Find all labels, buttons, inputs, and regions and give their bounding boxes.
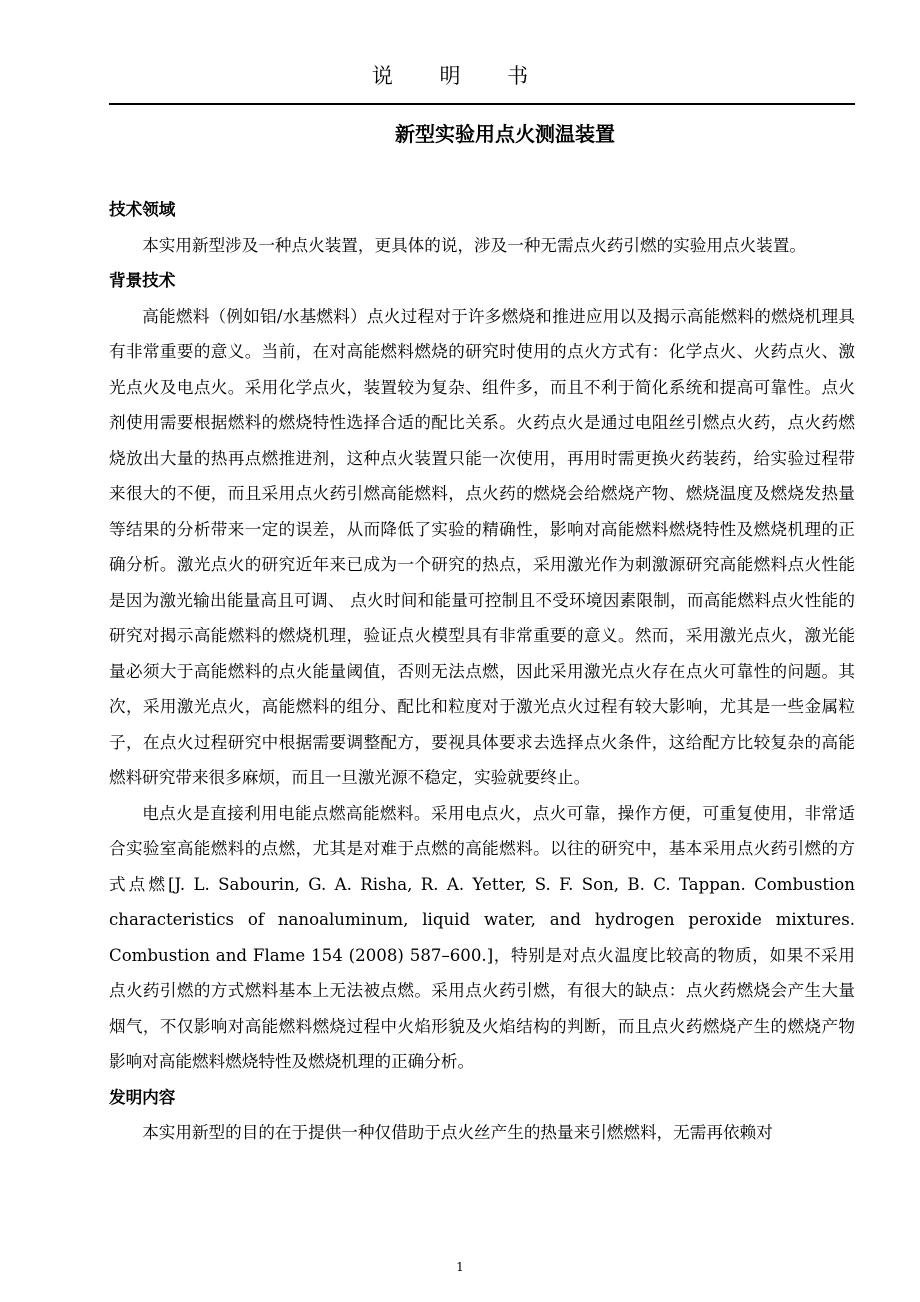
document-body — [109, 192, 855, 1151]
header-divider — [109, 103, 855, 105]
section-technical-field — [109, 192, 855, 263]
section-heading: 发明内容 — [109, 1087, 176, 1107]
section-heading: 背景技术 — [109, 271, 176, 290]
paragraph: 高能燃料（例如铝/水基燃料）点火过程对于许多燃烧和推进应用以及揭示高能燃料的燃烧机理具有非常重要的意义。当前，在对高能燃料燃烧的研究时使用的点火方式有：化学点火、火药点火、激光点火及电点火。采用化学点火，装置较为复杂、组件多，而且不利于简化系统和提高可靠性。点火剂使用需要根据燃料的燃烧特性选择合适的配比关系。火药点火是通过电阻丝引燃点火药，点火药燃烧放出大量的热再点燃推进剂，这种点火装置只能一次使用，再用时需更换火药装药，给实验过程带来很大的不便，而且采用点火药引燃高能燃料，点火药的燃烧会给燃烧产物、燃烧温度及燃烧发热量等结果的分析带来一定的误差，从而降低了实验的精确性，影响对高能燃料燃烧特性及燃烧机理的正确分析。激光点火的研究近年来已成为一个研究的热点，采用激光作为刺激源研究高能燃料点火性能是因为激光输出能量高且可调、 点火时间和能量可控制且不受环境因素限制，而高能燃料点火性能的研究对揭示高能燃料的燃烧机理，验证点火模型具有非常重要的意义。然而，采用激光点火，激光能量必须大于高能燃料的点火能量阈值，否则无法点燃，因此采用激光点火存在点火可靠性的问题。其次，采用激光点火，高能燃料的组分、配比和粒度对于激光点火过程有较大影响，尤其是一些金属粒子，在点火过程研究中根据需要调整配方，要视具体要求去选择点火条件，这给配方比较复杂的高能燃料研究带来很多麻烦，而且一旦激光源不稳定，实验就要终止。 — [109, 306, 855, 787]
document-title: 新型实验用点火测温装置 — [395, 122, 615, 146]
section-summary — [109, 1080, 855, 1151]
paragraph: 本实用新型的目的在于提供一种仅借助于点火丝产生的热量来引燃燃料，无需再依赖对 — [142, 1123, 773, 1142]
paragraph: 本实用新型涉及一种点火装置，更具体的说，涉及一种无需点火药引燃的实验用点火装置。 — [142, 235, 806, 255]
section-heading: 技术领域 — [109, 200, 176, 219]
document-header: 说 明 书 — [371, 64, 549, 88]
section-background — [109, 263, 855, 1080]
paragraph: 电点火是直接利用电能点燃高能燃料。采用电点火，点火可靠，操作方便，可重复使用，非常适合实验室高能燃料的点燃，尤其是对难于点燃的高能燃料。以往的研究中，基本采用点火药引燃的方式点燃[J. L. Sabourin, G. A. Risha, R. A. Yetter, S. F. Son, B. C. Tappan. Combustion characteristics of nanoaluminum, liquid water, and hydrogen peroxide mixtures. Combustion and Flame 154 (2008) 587–600.]，特别是对点火温度比较高的物质，如果不采用点火药引燃的方式燃料基本上无法被点燃。采用点火药引燃，有很大的缺点：点火药燃烧会产生大量烟气，不仅影响对高能燃料燃烧过程中火焰形貌及火焰结构的判断，而且点火药燃烧产生的燃烧产物影响对高能燃料燃烧特性及燃烧机理的正确分析。 — [109, 803, 855, 1071]
page-number: 1 — [456, 1260, 464, 1274]
